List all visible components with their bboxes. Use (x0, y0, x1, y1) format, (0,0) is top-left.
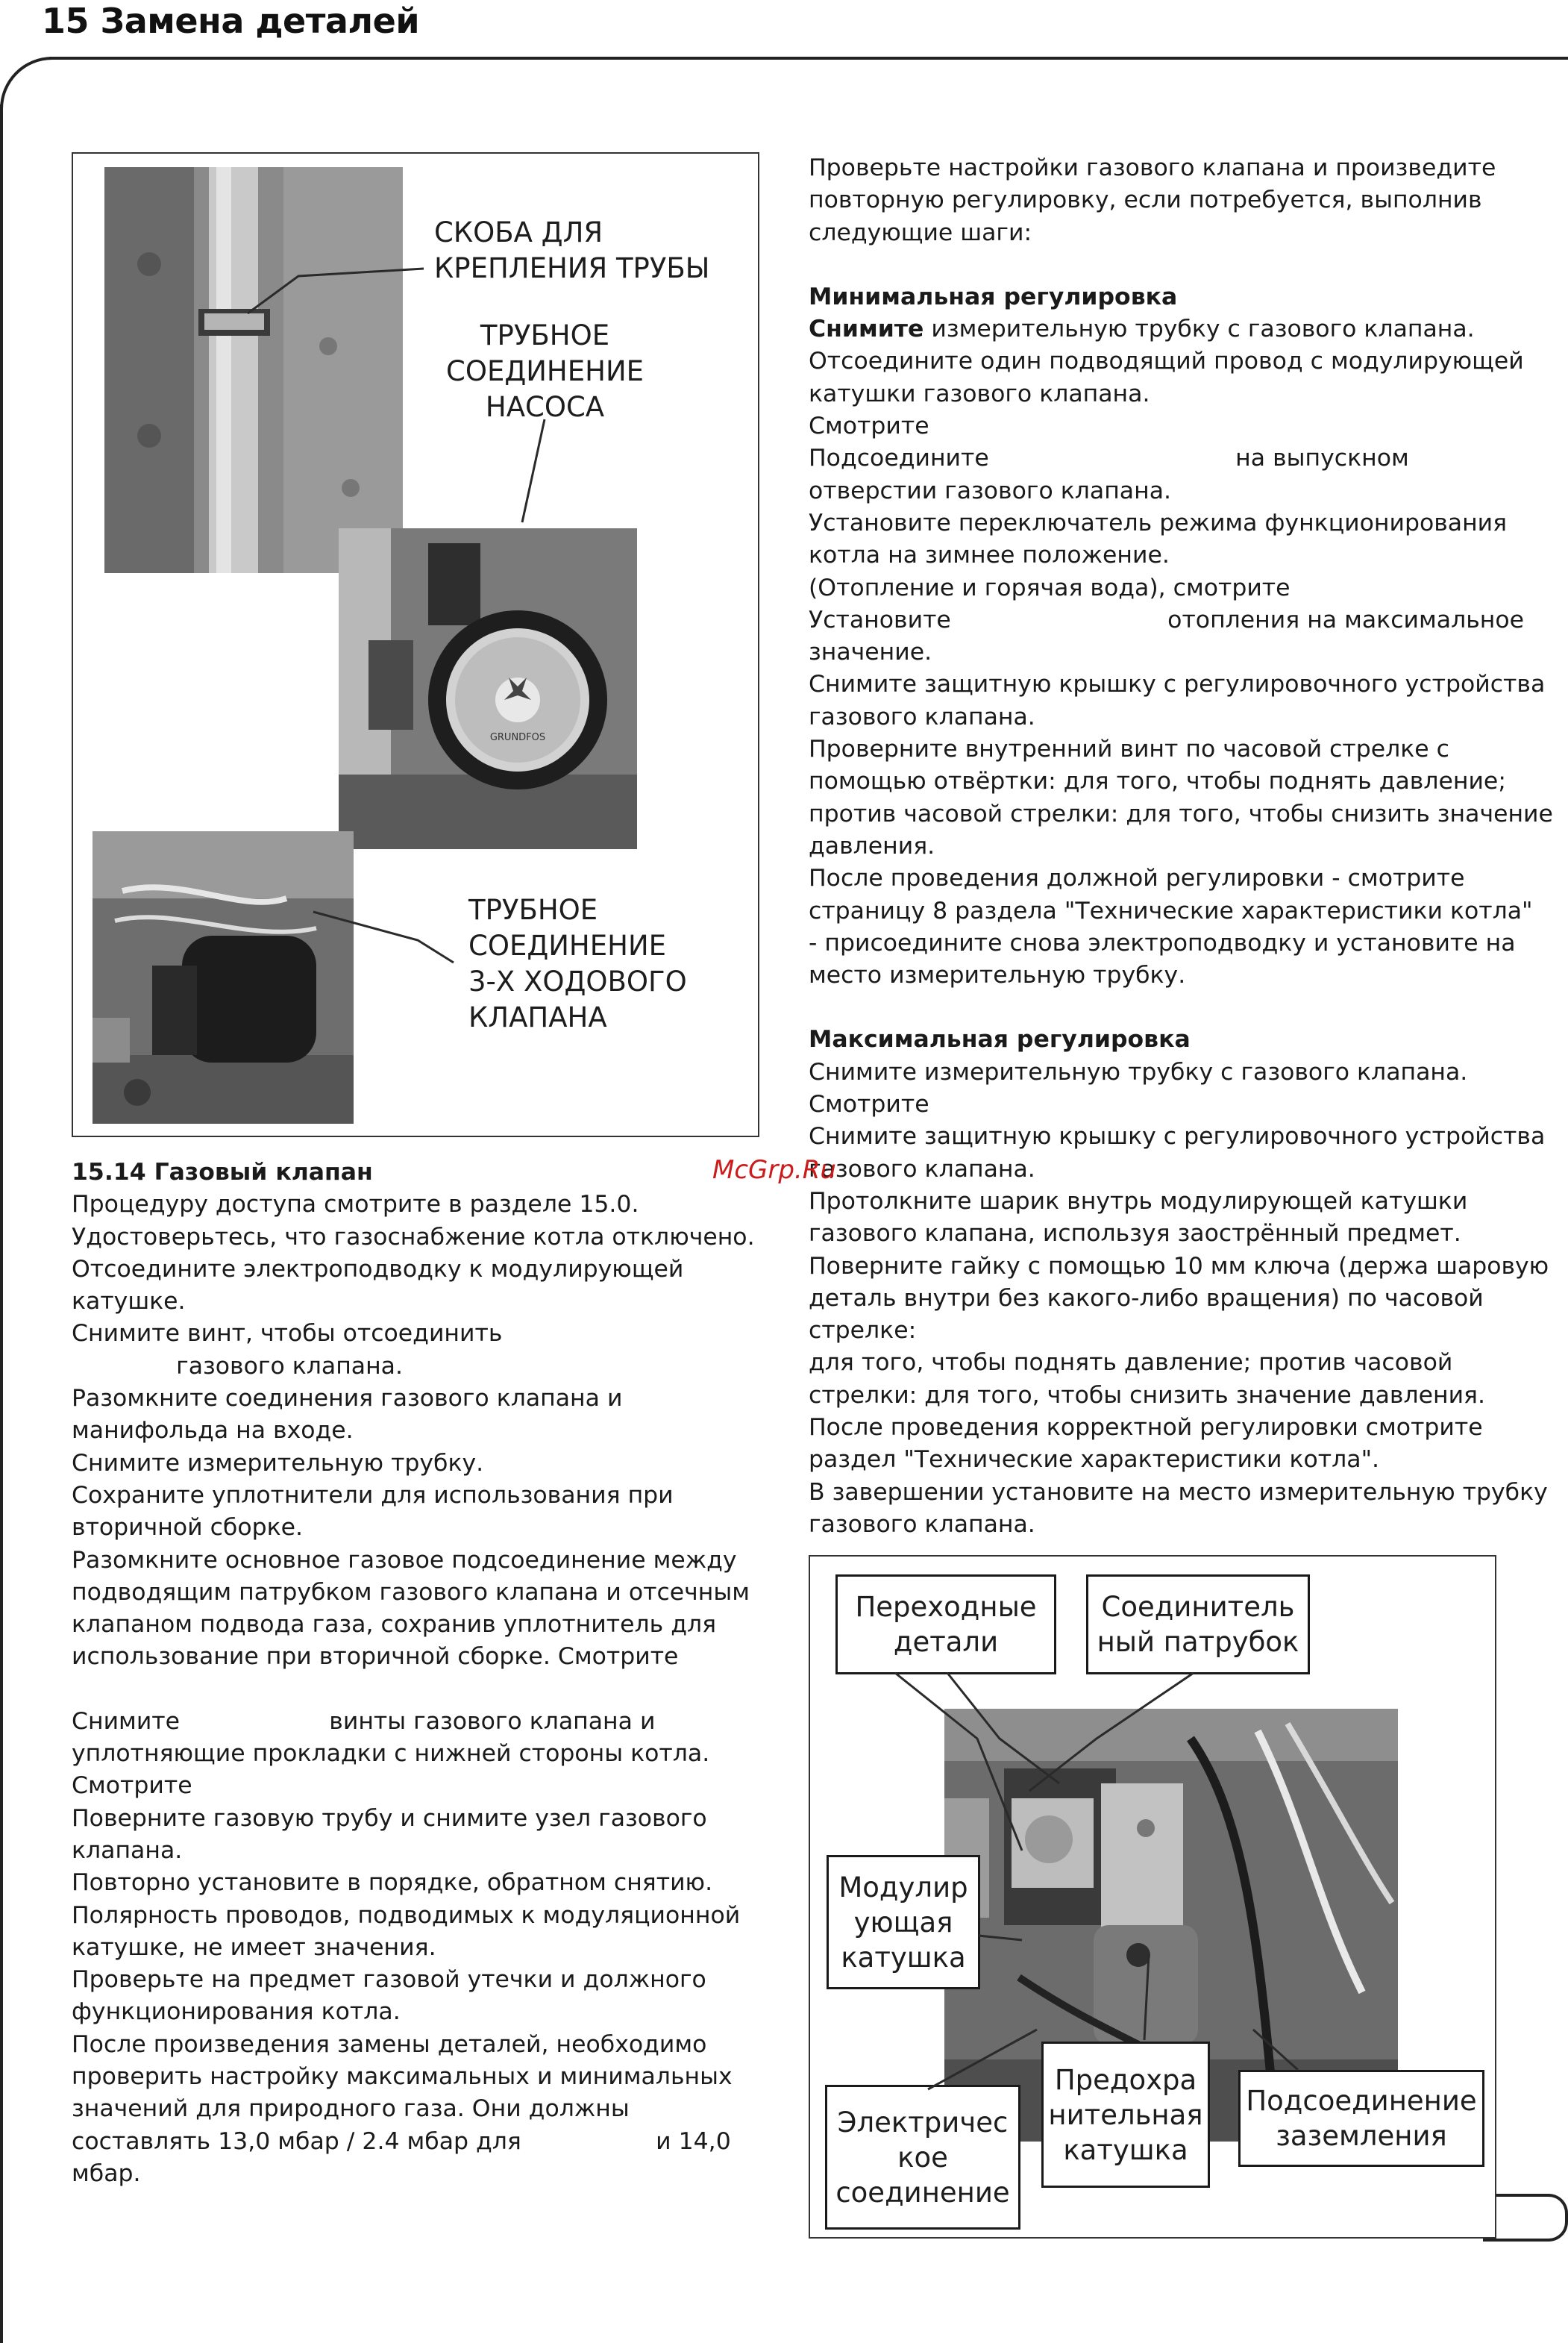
text-line: Смотрите (809, 413, 929, 440)
text-line: Поверните гайку с помощью 10 мм ключа (держа шаровую (809, 1252, 1549, 1280)
gas-valve-section (72, 1157, 773, 2190)
text-line: Смотрите (809, 1091, 929, 1119)
text-line: Снимите измерительную трубку. (72, 1449, 484, 1477)
text-line: Подсоедините на выпускном (809, 445, 1409, 472)
text-line: катушке, не имеет значения. (72, 1933, 436, 1961)
text-line: подводящим патрубком газового клапана и отсечным (72, 1578, 750, 1606)
label-pump-connection: ТРУБНОЕ СОЕДИНЕНИЕ НАСОСА (446, 319, 644, 423)
adjustment-section (809, 152, 1555, 1541)
text-line: отверстии газового клапана. (809, 477, 1172, 504)
text-line: Полярность проводов, подводимых к модуляционной (72, 1901, 741, 1929)
text-line: Снимите винт, чтобы отсоединить (72, 1320, 503, 1348)
text-line: котла на зимнее положение. (809, 542, 1170, 569)
text-line: Поверните газовую трубу и снимите узел газового (72, 1804, 707, 1832)
callout-adapters: Переходные детали (835, 1574, 1056, 1674)
callout-safety-coil: Предохра нительная катушка (1041, 2042, 1210, 2188)
text-line: Повторно установите в порядке, обратном снятию. (72, 1869, 713, 1897)
text-line: помощью отвёртки: для того, чтобы поднять давление; (809, 768, 1506, 795)
text-line: катушки газового клапана. (809, 380, 1150, 407)
text-line: проверить настройку максимальных и минимальных (72, 2063, 733, 2091)
text-line: Отсоедините электроподводку к модулирующей (72, 1255, 684, 1283)
text-line: мбар. (72, 2159, 141, 2187)
callout-modulating-coil: Модулир ующая катушка (827, 1855, 980, 1989)
photo-pump (339, 528, 637, 849)
text-line: вторичной сборке. (72, 1514, 304, 1542)
photo-pipe-bracket (104, 167, 403, 573)
text-line: Снимите винты газового клапана и (72, 1707, 656, 1735)
callout-ground-connection: Подсоединение заземления (1238, 2070, 1484, 2167)
figure-gas-valve (809, 1555, 1496, 2239)
text-line: После проведения должной регулировки - смотрите (809, 865, 1465, 892)
text-line: составлять 13,0 мбар / 2.4 мбар для и 14,0 (72, 2127, 731, 2155)
text-line: Процедуру доступа смотрите в разделе 15.0. (72, 1191, 639, 1219)
watermark: McGrp.Ru (712, 1155, 836, 1185)
text-line: Удостоверьтесь, что газоснабжение котла отключено. (72, 1223, 755, 1251)
text-line: уплотняющие прокладки с нижней стороны котла. (72, 1740, 710, 1768)
text-line: Сохраните уплотнители для использования при (72, 1481, 674, 1509)
text-line: В завершении установите на место измерительную трубку (809, 1478, 1548, 1506)
text-line: место измерительную трубку. (809, 962, 1186, 989)
text-line: После проведения корректной регулировки смотрите (809, 1413, 1483, 1441)
text-line: катушке. (72, 1288, 186, 1316)
text-line: Разомкните основное газовое подсоединение между (72, 1546, 737, 1574)
text-line: Смотрите (72, 1772, 192, 1800)
callout-electrical-connection: Электричес кое соединение (825, 2085, 1020, 2230)
pump-brand-text: GRUNDFOS (489, 732, 546, 743)
label-valve-connection: ТРУБНОЕ СОЕДИНЕНИЕ 3-Х ХОДОВОГО КЛАПАНА (468, 894, 687, 1033)
text-line (72, 1674, 773, 1706)
figure-pipe-connections (72, 152, 759, 1137)
text-line: - присоедините снова электроподводку и установите на (809, 929, 1516, 957)
emphasis-text: Снимите (809, 316, 924, 343)
text-line: После произведения замены деталей, необходимо (72, 2030, 707, 2058)
text-line: стрелки: для того, чтобы снизить значение давления. (809, 1381, 1486, 1409)
text-line: против часовой стрелки: для того, чтобы снизить значение (809, 800, 1553, 828)
spacer (809, 992, 1555, 1024)
text-line: газового клапана. (809, 1155, 1035, 1183)
text-line: повторную регулировку, если потребуется, выполнив (809, 187, 1482, 214)
text-line: манифольда на входе. (72, 1417, 354, 1445)
callout-connector: Соединитель ный патрубок (1086, 1574, 1310, 1674)
text-line: давления. (809, 832, 935, 860)
text-line: Установите отопления на максимальное (809, 606, 1525, 634)
text-line: (Отопление и горячая вода), смотрите (809, 574, 1291, 601)
text-line: Отсоедините один подводящий провод с модулирующей (809, 348, 1524, 375)
text-line: функционирования котла. (72, 1998, 401, 2026)
photo-three-way-valve (92, 831, 354, 1124)
page-title: 15 Замена деталей (42, 1, 420, 41)
text-line (809, 313, 1555, 345)
text-line: газового клапана. (72, 1352, 403, 1380)
page-frame-corner (0, 57, 52, 109)
text-line: значений для природного газа. Они должны (72, 2095, 630, 2123)
text-line: страницу 8 раздела "Технические характеристики котла" (809, 897, 1533, 925)
text-line: газового клапана. (809, 1510, 1035, 1538)
text-line: Снимите защитную крышку с регулировочного устройства (809, 1123, 1546, 1151)
text-line: Протолкните шарик внутрь модулирующей катушки (809, 1187, 1468, 1215)
text-line: использование при вторичной сборке. Смотрите (72, 1643, 679, 1671)
page-frame-left-rule (0, 104, 3, 2343)
text-line: Проверьте настройки газового клапана и произведите (809, 154, 1496, 181)
text-line: стрелке: (809, 1317, 917, 1345)
text-line: клапана. (72, 1836, 183, 1864)
text-span: измерительную трубку с газового клапана. (923, 316, 1475, 343)
text-line: деталь внутри без какого-либо вращения) по часовой (809, 1284, 1484, 1312)
text-line: значение. (809, 639, 932, 666)
text-line: для того, чтобы поднять давление; против часовой (809, 1349, 1453, 1377)
section-heading: 15.14 Газовый клапан (72, 1159, 373, 1186)
text-line: следующие шаги: (809, 219, 1032, 246)
text-line: газового клапана. (809, 703, 1035, 731)
max-adjustment-heading: Максимальная регулировка (809, 1026, 1191, 1054)
text-line: Разомкните соединения газового клапана и (72, 1385, 623, 1413)
text-line: Проверните внутренний винт по часовой стрелке с (809, 736, 1449, 763)
text-line: Снимите защитную крышку с регулировочного устройства (809, 671, 1546, 698)
text-line: газового клапана, используя заострённый предмет. (809, 1220, 1461, 1248)
text-line: Снимите измерительную трубку с газового клапана. (809, 1058, 1468, 1086)
text-line: Проверьте на предмет газовой утечки и должного (72, 1966, 706, 1994)
page-edge-tab (1501, 2194, 1568, 2242)
label-pipe-bracket: СКОБА ДЛЯ КРЕПЛЕНИЯ ТРУБЫ (434, 216, 710, 284)
spacer (809, 249, 1555, 281)
text-line: клапаном подвода газа, сохранив уплотнитель для (72, 1611, 717, 1639)
text-line: раздел "Технические характеристики котла". (809, 1446, 1380, 1474)
page-frame-top-rule (49, 57, 1568, 60)
min-adjustment-heading: Минимальная регулировка (809, 283, 1178, 310)
text-line: Установите переключатель режима функционирования (809, 509, 1508, 537)
